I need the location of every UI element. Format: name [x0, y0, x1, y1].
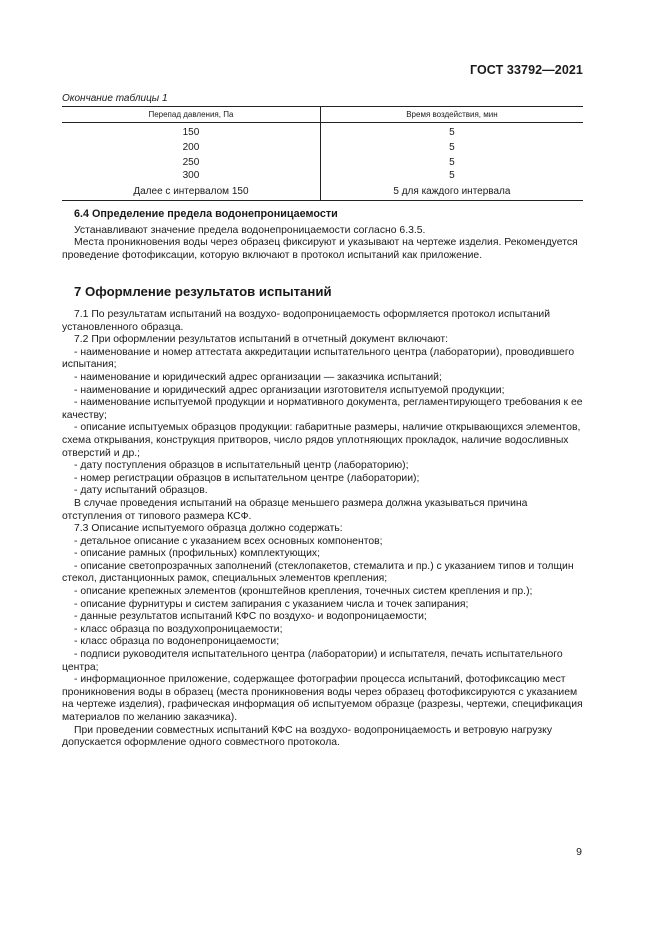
paragraph: При проведении совместных испытаний КФС на воздухо- водопроницаемость и ветровую нагрузку допускается оформление одного совместного протокола. [62, 724, 553, 749]
table-cell: 5 [449, 127, 455, 138]
table-cell: 300 [62, 170, 320, 182]
section-6-4-title: 6.4 Определение предела водонепроницаемости [74, 208, 338, 220]
list-item: - наименование испытуемой продукции и нормативного документа, регламентирующего требования к ее качеству; [62, 397, 583, 421]
list-item: - данные результатов испытаний КФС по воздухо- и водопроницаемости; [74, 611, 427, 623]
table-cell: 5 [449, 169, 455, 181]
section-7-body [62, 309, 583, 750]
list-item: - дату поступления образцов в испытательный центр (лабораторию); [74, 460, 409, 472]
table-row [62, 170, 583, 182]
table-cell: 250 [62, 154, 320, 169]
table-cell: Далее с интервалом 150 [62, 182, 320, 201]
list-item: - описание испытуемых образцов продукции: габаритные размеры, наличие открывающихся элементов, схема открывания, конструкция притворов, число рядов уплотняющих прокладок, наличие водосливных отверстий и др.; [62, 422, 581, 459]
table-header-row [62, 107, 583, 123]
paragraph: 7.3 Описание испытуемого образца должно содержать: [74, 523, 343, 535]
list-item: - наименование и юридический адрес организации — заказчика испытаний; [74, 371, 442, 383]
list-item: - дату испытаний образцов. [74, 485, 208, 497]
table-cell: 5 для каждого интервала [320, 182, 583, 201]
list-item: - описание фурнитуры и систем запирания с указанием числа и точек запирания; [74, 598, 469, 610]
list-item: - наименование и юридический адрес организации изготовителя испытуемой продукции; [74, 384, 505, 396]
table-cell: 5 [449, 157, 455, 169]
list-item: - подписи руководителя испытательного центра (лаборатории) и испытателя, печать испытательного центра; [62, 649, 563, 673]
page-number: 9 [576, 846, 582, 858]
list-item: - номер регистрации образцов в испытательном центре (лаборатории); [74, 472, 420, 484]
paragraph: Устанавливают значение предела водонепроницаемости согласно 6.3.5. [74, 224, 426, 236]
list-item: - наименование и номер аттестата аккредитации испытательного центра (лаборатории), проводившего испытания; [62, 346, 575, 371]
list-item: - описание рамных (профильных) комплектующих; [74, 548, 320, 560]
list-item: - описание светопрозрачных заполнений (стеклопакетов, стемалита и пр.) с указанием типов и толщин стекол, дистанционных рамок, специальных элементов крепления; [62, 560, 574, 585]
paragraph: 7.1 По результатам испытаний на воздухо- водопроницаемость оформляется протокол испытаний установленного образца. [62, 309, 551, 333]
list-item: - класс образца по водонепроницаемости; [74, 636, 280, 648]
table-row [62, 182, 583, 201]
column-header-duration: Время воздействия, мин [320, 107, 583, 123]
column-header-pressure: Перепад давления, Па [62, 107, 320, 123]
list-item: - описание крепежных элементов (кронштейнов крепления, точечных систем крепления и пр.); [74, 586, 533, 598]
table-row [62, 123, 583, 140]
pressure-table [62, 106, 583, 201]
paragraph: В случае проведения испытаний на образце меньшего размера должна указываться причина отступления от типового размера КСФ. [62, 497, 528, 522]
paragraph: Места проникновения воды через образец фиксируют и указывают на чертеже изделия. Рекомендуется проведение фотофиксации, которую включают в протокол испытаний как приложение. [62, 237, 578, 261]
table-cell: 5 [449, 142, 455, 154]
section-6-4 [62, 208, 583, 262]
list-item: - класс образца по воздухопроницаемости; [74, 623, 283, 635]
table-row [62, 154, 583, 169]
section-7-title: 7 Оформление результатов испытаний [74, 284, 332, 299]
table-row [62, 139, 583, 154]
list-item: - детальное описание с указанием всех основных компонентов; [74, 535, 383, 547]
table-caption: Окончание таблицы 1 [62, 93, 168, 104]
paragraph: 7.2 При оформлении результатов испытаний в отчетный документ включают: [74, 334, 449, 346]
standard-designation: ГОСТ 33792—2021 [469, 63, 583, 77]
list-item: - информационное приложение, содержащее фотографии процесса испытаний, фотофиксацию мест проникновения воды в образец (места проникновения воды через образец фотофиксируются с указанием на чертеже изделия), графическая информация об испытуемом образце (разрезы, чертежи, спецификация материалов по желанию заказчика). [62, 674, 583, 723]
table-cell: 200 [62, 139, 320, 154]
table-cell: 150 [62, 123, 320, 140]
